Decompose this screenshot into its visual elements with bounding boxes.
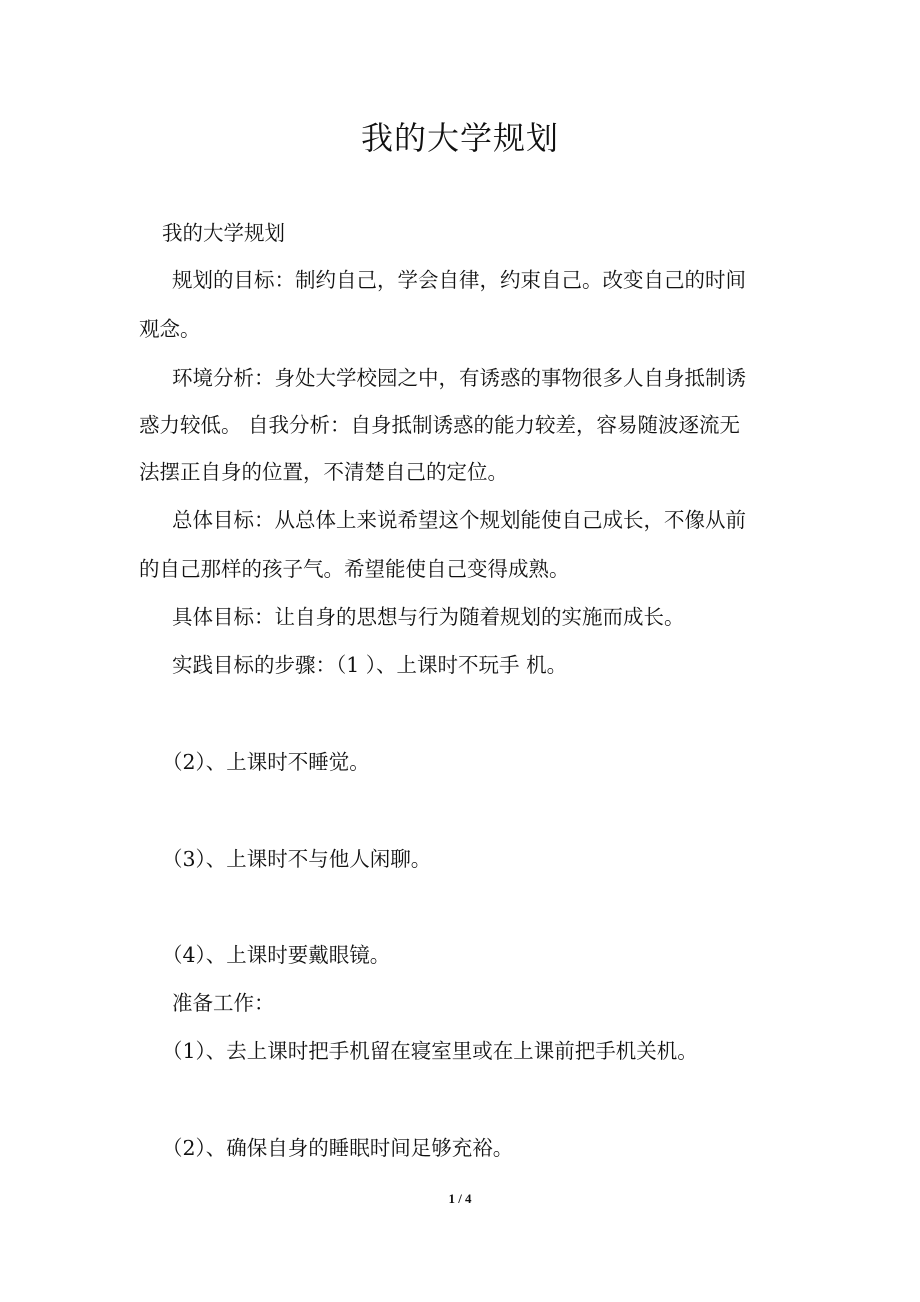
step-item: （2）、上课时不睡觉。 [162,750,370,774]
preparation-item: （1）、去上课时把手机留在寝室里或在上课前把手机关机。 [162,1039,698,1063]
document-title: 我的大学规划 [360,119,559,157]
preparation-item: （2）、确保自身的睡眠时间足够充裕。 [162,1136,514,1160]
step-item: （4）、上课时要戴眼镜。 [162,943,391,967]
paragraph-goal-line-1: 规划的目标：制约自己，学会自律，约束自己。改变自己的时间 [172,268,746,292]
paragraph-specific-goal: 具体目标：让自身的思想与行为随着规划的实施而成长。 [172,605,685,629]
paragraph-overall-line-1: 总体目标：从总体上来说希望这个规划能使自己成长，不像从前 [172,508,746,532]
page-indicator: 1 / 4 [448,1191,472,1206]
paragraph-environment-line-3: 法摆正自身的位置，不清楚自己的定位。 [139,460,508,484]
paragraph-environment-line-1: 环境分析：身处大学校园之中，有诱惑的事物很多人自身抵制诱 [172,366,746,390]
preparation-heading: 准备工作： [172,991,275,1015]
step-item: （3）、上课时不与他人闲聊。 [162,847,432,871]
paragraph-environment-line-2: 惑力较低。 自我分析：自身抵制诱惑的能力较差，容易随波逐流无 [139,413,741,437]
paragraph-goal-line-2: 观念。 [139,317,201,341]
subtitle: 我的大学规划 [162,221,285,245]
paragraph-overall-line-2: 的自己那样的孩子气。希望能使自己变得成熟。 [139,557,570,581]
paragraph-steps-intro: 实践目标的步骤：（1 ）、上课时不玩手 机。 [172,653,568,677]
